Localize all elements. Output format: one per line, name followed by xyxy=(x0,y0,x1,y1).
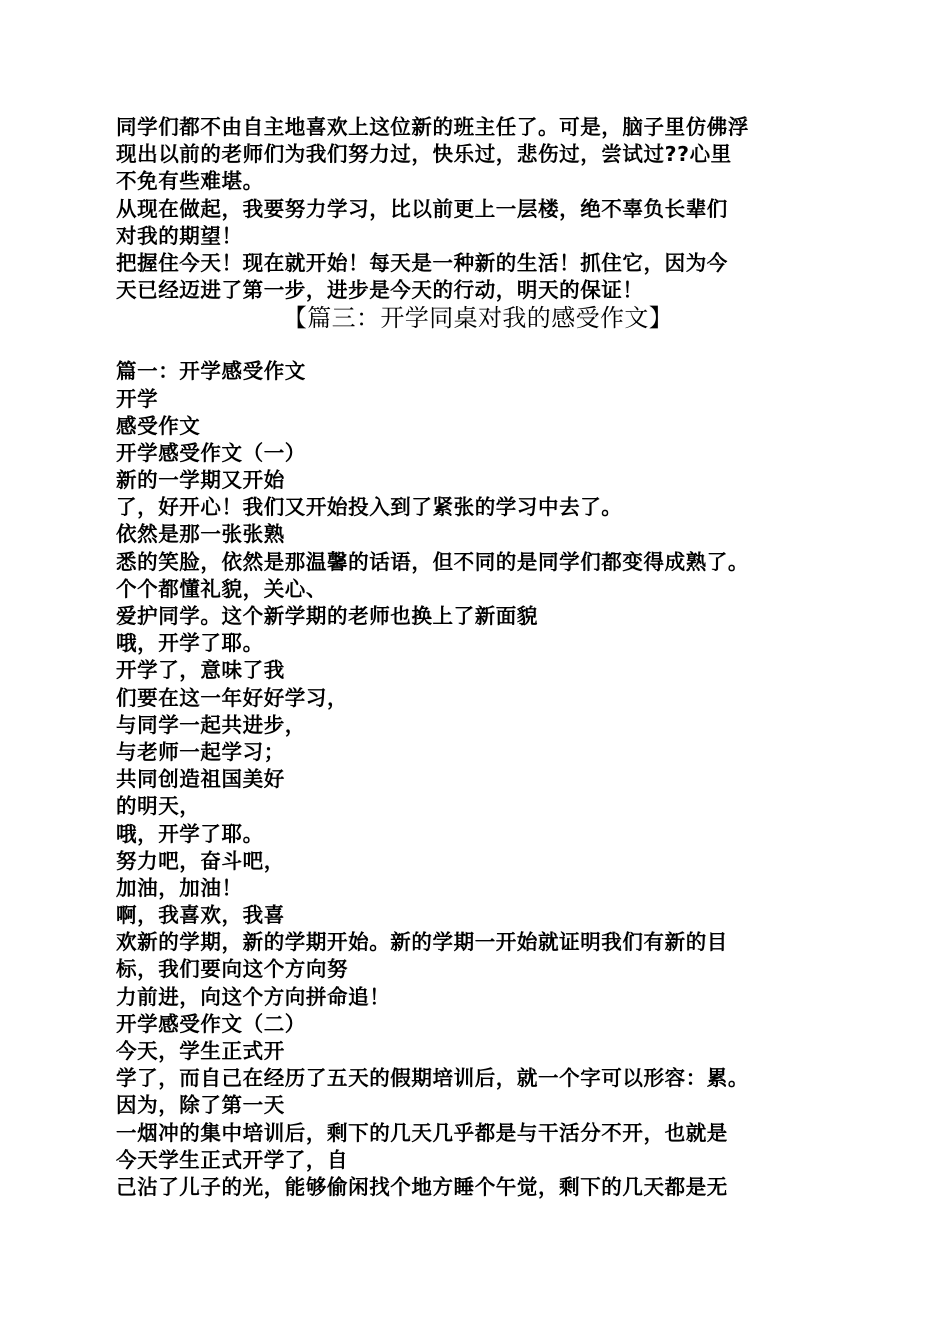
body-line: 因为，除了第一天 xyxy=(116,1093,285,1118)
body-line: 与老师一起学习； xyxy=(116,739,285,764)
document-body xyxy=(116,114,840,1201)
body-line: 今天学生正式开学了，自 xyxy=(116,1147,349,1172)
paragraph-line: 同学们都不由自主地喜欢上这位新的班主任了。可是，脑子里仿佛浮 xyxy=(116,115,749,139)
paragraph-line: 现出以前的老师们为我们努力过，快乐过，悲伤过，尝试过??心里 xyxy=(116,142,732,167)
body-line: 今天，学生正式开 xyxy=(116,1039,285,1063)
paragraph-line: 天已经迈进了第一步，进步是今天的行动，明天的保证！ xyxy=(116,278,644,303)
body-line: 了，好开心！我们又开始投入到了紧张的学习中去了。 xyxy=(116,495,623,520)
body-line: 们要在这一年好好学习， xyxy=(116,685,349,710)
body-line: 爱护同学。这个新学期的老师也换上了新面貌 xyxy=(116,604,538,628)
body-line: 努力吧，奋斗吧， xyxy=(116,848,285,873)
section-heading: 【篇三：开学同桌对我的感受作文】 xyxy=(282,304,674,333)
body-line: 一烟冲的集中培训后，剩下的几天几乎都是与干活分不开，也就是 xyxy=(116,1120,728,1145)
body-line: 共同创造祖国美好 xyxy=(116,767,285,792)
body-line: 学了，而自己在经历了五天的假期培训后，就一个字可以形容：累。 xyxy=(116,1066,749,1091)
body-line: 标，我们要向这个方向努 xyxy=(116,957,349,982)
body-line: 加油，加油！ xyxy=(116,875,243,900)
body-line: 感受作文 xyxy=(116,413,201,438)
body-line: 开学 xyxy=(116,386,159,411)
body-line: 的明天， xyxy=(116,794,201,819)
body-line: 依然是那一张张熟 xyxy=(116,522,285,547)
body-line: 个个都懂礼貌，关心、 xyxy=(116,576,327,601)
body-line: 新的一学期又开始 xyxy=(116,468,285,493)
body-line: 哦，开学了耶。 xyxy=(116,821,264,846)
paragraph-line: 不免有些难堪。 xyxy=(116,169,264,194)
body-line: 欢新的学期，新的学期开始。新的学期一开始就证明我们有新的目 xyxy=(116,930,728,955)
body-line: 与同学一起共进步， xyxy=(116,712,306,737)
body-line: 开学了，意味了我 xyxy=(116,658,285,683)
body-line: 哦，开学了耶。 xyxy=(116,631,264,656)
paragraph-line: 把握住今天！现在就开始！每天是一种新的生活！抓住它，因为今 xyxy=(116,250,728,275)
body-line: 悉的笑脸，依然是那温馨的话语，但不同的是同学们都变得成熟了。 xyxy=(116,549,749,574)
essay-subtitle: 开学感受作文（二） xyxy=(116,1011,306,1036)
body-line: 力前进，向这个方向拼命追！ xyxy=(116,984,391,1009)
paragraph-line: 对我的期望！ xyxy=(116,223,243,248)
essay-subtitle: 开学感受作文（一） xyxy=(116,440,306,465)
heading-spacer xyxy=(116,348,840,358)
essay-title: 篇一：开学感受作文 xyxy=(116,359,306,384)
paragraph-line: 从现在做起，我要努力学习，比以前更上一层楼，绝不辜负长辈们 xyxy=(116,196,728,221)
body-line: 啊，我喜欢，我喜 xyxy=(116,903,285,928)
body-line: 己沾了儿子的光，能够偷闲找个地方睡个午觉，剩下的几天都是无 xyxy=(116,1174,728,1199)
